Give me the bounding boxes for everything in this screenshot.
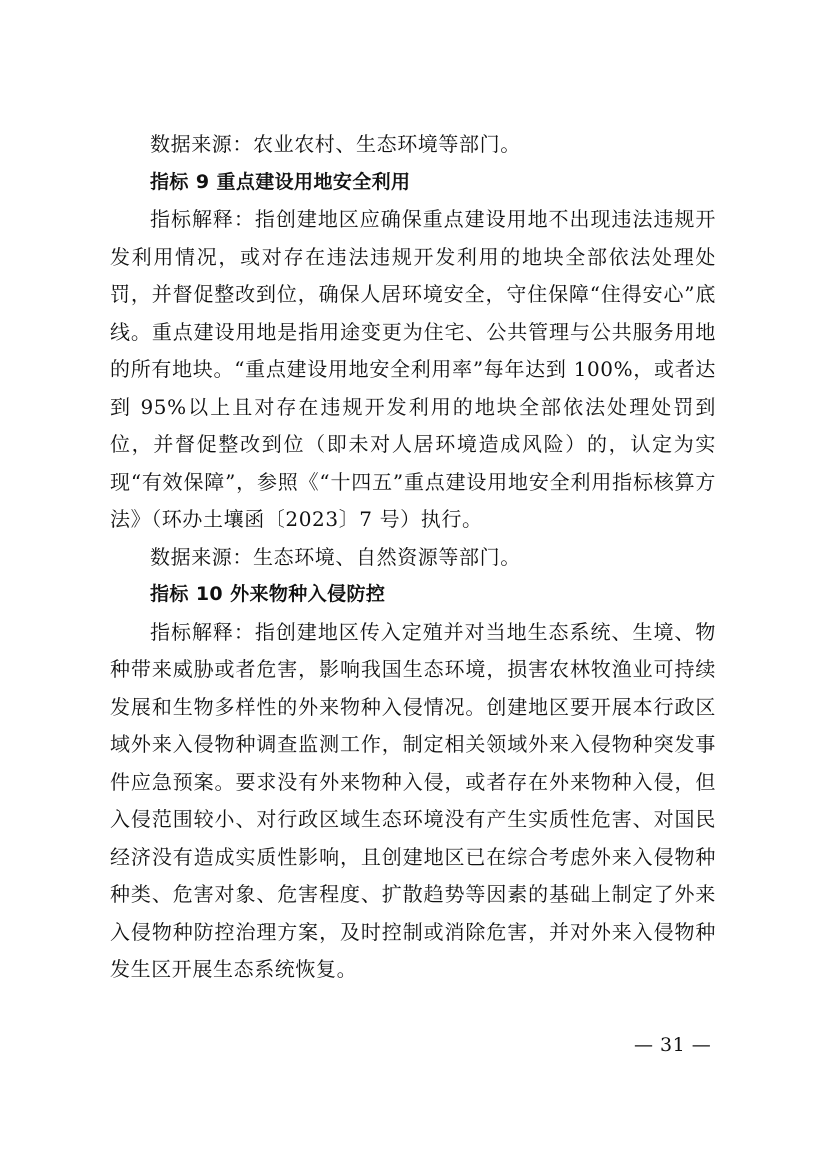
document-page: [110, 126, 716, 989]
page-number: — 31 —: [634, 1034, 712, 1056]
indicator-10-explanation: 指标解释：指创建地区传入定殖并对当地生态系统、生境、物种带来威胁或者危害，影响我国生态环境，损害农林牧渔业可持续发展和生物多样性的外来物种入侵情况。创建地区要开展本行政区域外来入侵物种调查监测工作，制定相关领域外来入侵物种突发事件应急预案。要求没有外来物种入侵，或者存在外来物种入侵，但入侵范围较小、对行政区域生态环境没有产生实质性危害、对国民经济没有造成实质性影响，且创建地区已在综合考虑外来入侵物种种类、危害对象、危害程度、扩散趋势等因素的基础上制定了外来入侵物种防控治理方案，及时控制或消除危害，并对外来入侵物种发生区开展生态系统恢复。: [110, 619, 716, 981]
indicator-10-heading: 指标 10 外来物种入侵防控: [150, 583, 386, 605]
data-source-ecology: 数据来源：生态环境、自然资源等部门。: [150, 544, 521, 569]
indicator-9-explanation: 指标解释：指创建地区应确保重点建设用地不出现违法违规开发利用情况，或对存在违法违规开发利用的地块全部依法处理处罚，并督促整改到位，确保人居环境安全，守住保障“住得安心”底线。重点建设用地是指用途变更为住宅、公共管理与公共服务用地的所有地块。“重点建设用地安全利用率”每年达到 100%，或者达到 95%以上且对存在违规开发利用的地块全部依法处理处罚到位，并督促整改到位（即未对人居环境造成风险）的，认定为实现“有效保障”，参照《“十四五”重点建设用地安全利用指标核算方法》（环办土壤函〔2023〕7 号）执行。: [110, 207, 716, 531]
indicator-9-heading: 指标 9 重点建设用地安全利用: [150, 170, 411, 193]
data-source-agriculture: 数据来源：农业农村、生态环境等部门。: [150, 132, 521, 156]
